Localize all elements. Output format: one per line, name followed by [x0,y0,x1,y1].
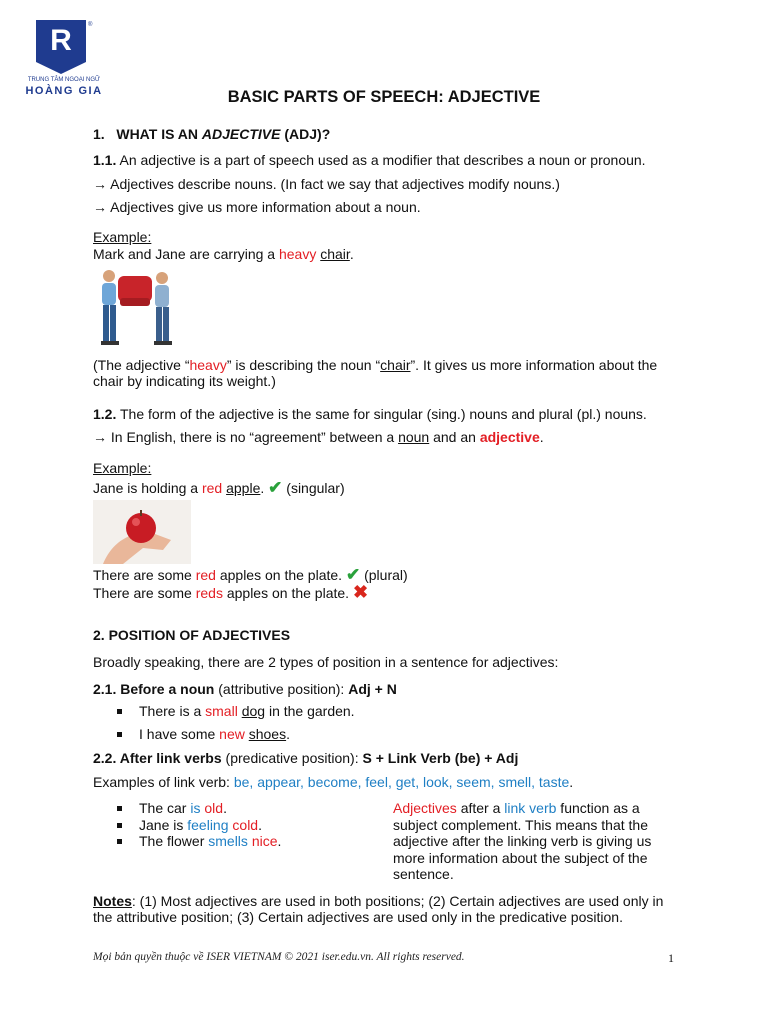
noun-highlight: chair [380,357,411,373]
paragraph-2-2 [93,750,518,767]
adjective-highlight: red [201,480,223,496]
formula: Adj + N [348,681,397,697]
text: function as a [556,800,640,816]
bullet-icon [117,839,122,844]
cross-icon: ✖ [352,582,369,602]
adjective-highlight: cold [232,817,259,833]
link-verb-highlight: smells [208,833,248,849]
list-item [139,817,262,834]
section1-heading [93,126,330,143]
svg-text:®: ® [88,22,93,28]
noun-highlight: dog [241,703,266,719]
text: Jane is holding a [93,480,202,496]
notes-label: Notes [93,893,132,909]
list-item [139,800,227,817]
text: . [569,774,574,790]
text: → In English, there is no “agreement” between a [93,429,399,445]
text: : (1) Most adjectives are used in both positions; (2) Certain adjectives are used only in [131,893,664,909]
text: The flower [139,833,209,849]
adjective-highlight: heavy [278,246,317,262]
adjective-highlight: old [204,800,224,816]
logo-subtitle: TRUNG TÂM NGOẠI NGỮ [27,77,101,83]
page-number: 1 [668,951,674,965]
example-label-2: Example: [93,460,152,476]
text: . [223,800,227,816]
list-item [139,833,281,850]
section1-number: 1. [93,126,105,142]
side-note-line5: sentence. [393,866,454,882]
adjective-highlight: heavy [189,357,227,373]
paragraph-2-1 [93,681,397,698]
apple-in-hand-illustration [93,500,191,564]
example-label: Example: [93,229,152,245]
text: apples on the plate. [222,585,353,601]
text: (plural) [360,567,408,583]
example-sentence-2 [93,479,345,497]
text: There are some [93,585,196,601]
noun-highlight: noun [398,429,430,445]
logo-letter: R [50,24,72,57]
adjective-highlight: reds [195,585,223,601]
text: after a [456,800,505,816]
paragraph-1-2 [93,406,647,423]
text: . [277,833,282,849]
section2-intro: Broadly speaking, there are 2 types of position in a sentence for adjectives: [93,654,559,670]
paragraph-number: 1.2. [93,406,117,422]
adjective-highlight: nice [251,833,278,849]
paragraph-1-1 [93,152,646,169]
link-verb-list: be, appear, become, feel, get, look, seem, smell, taste [233,774,570,790]
text: in the garden. [265,703,355,719]
noun-highlight: apple [226,480,261,496]
notes [93,893,663,910]
side-note-line4: more information about the subject of the [393,850,648,866]
adjective-highlight: small [205,703,238,719]
paragraph-heading: 2.1. Before a noun [93,681,215,697]
text: . [539,429,544,445]
text: . [286,726,290,742]
link-verb-highlight: is [190,800,201,816]
link-verb-examples [93,774,573,791]
link-verb-highlight: link verb [504,800,557,816]
text: I have some [139,726,220,742]
text: There are some [93,567,196,583]
logo-brand: HOÀNG GIA [25,85,103,97]
bullet-icon [117,709,122,714]
example-sentence-1 [93,246,354,263]
text: . [258,817,262,833]
adjective-highlight: adjective [479,429,540,445]
arrow-line-1: → Adjectives describe nouns. (In fact we say that adjectives modify nouns.) [93,176,560,192]
side-note-line2: subject complement. This means that the [393,817,648,833]
text: ” is describing the noun “ [226,357,381,373]
text: (predicative position): [221,750,363,766]
notes-line2: the attributive position; (3) Certain adjectives are used only in the predicative position. [93,909,623,925]
adjective-highlight: Adjectives [393,800,457,816]
adjective-highlight: red [195,567,216,583]
section1-heading-end: (ADJ)? [280,126,331,142]
adjective-highlight: new [219,726,245,742]
section1-heading-emph: ADJECTIVE [201,126,281,142]
bullet-icon [117,806,122,811]
link-verb-highlight: feeling [187,817,229,833]
noun-highlight: chair [320,246,350,262]
check-icon: ✔ [268,478,283,497]
section2-heading: 2. POSITION OF ADJECTIVES [93,627,291,643]
text: Jane is [139,817,188,833]
text: . [260,480,269,496]
text: (The adjective “ [93,357,190,373]
carrying-chair-illustration [96,266,176,354]
section1-heading-text: WHAT IS AN [116,126,202,142]
logo [22,18,106,98]
explanation-note [93,357,657,374]
side-note-line1 [393,800,640,817]
bullet-icon [117,732,122,737]
page-title: BASIC PARTS OF SPEECH: ADJECTIVE [227,88,541,106]
text: and an [429,429,480,445]
noun-highlight: shoes [248,726,287,742]
paragraph-text: An adjective is a part of speech used as a modifier that describes a noun or pronoun. [116,152,646,168]
text: There is a [139,703,206,719]
check-icon: ✔ [345,565,361,584]
text: . [349,246,354,262]
explanation-note-line2: chair by indicating its weight.) [93,373,276,389]
text: Examples of link verb: [93,774,234,790]
list-item [139,726,290,743]
list-item [139,703,355,720]
text: Mark and Jane are carrying a [93,246,279,262]
paragraph-heading: 2.2. After link verbs [93,750,222,766]
formula: S + Link Verb (be) + Adj [362,750,519,766]
paragraph-text: The form of the adjective is the same for singular (sing.) nouns and plural (pl.) nouns. [116,406,647,422]
example-sentence-4 [93,584,368,602]
footer-copyright: Mọi bản quyền thuộc về ISER VIETNAM © 2021 iser.edu.vn. All rights reserved. [93,951,465,963]
arrow-line-3 [93,429,544,446]
paragraph-number: 1.1. [93,152,117,168]
text: ”. It gives us more information about the [410,357,658,373]
bullet-icon [117,823,122,828]
side-note-line3: adjective after the linking verb is giving us [393,833,652,849]
text: The car [139,800,191,816]
arrow-line-2: → Adjectives give us more information about a noun. [93,199,421,215]
text: apples on the plate. [215,567,346,583]
text: (attributive position): [214,681,349,697]
text: (singular) [282,480,345,496]
